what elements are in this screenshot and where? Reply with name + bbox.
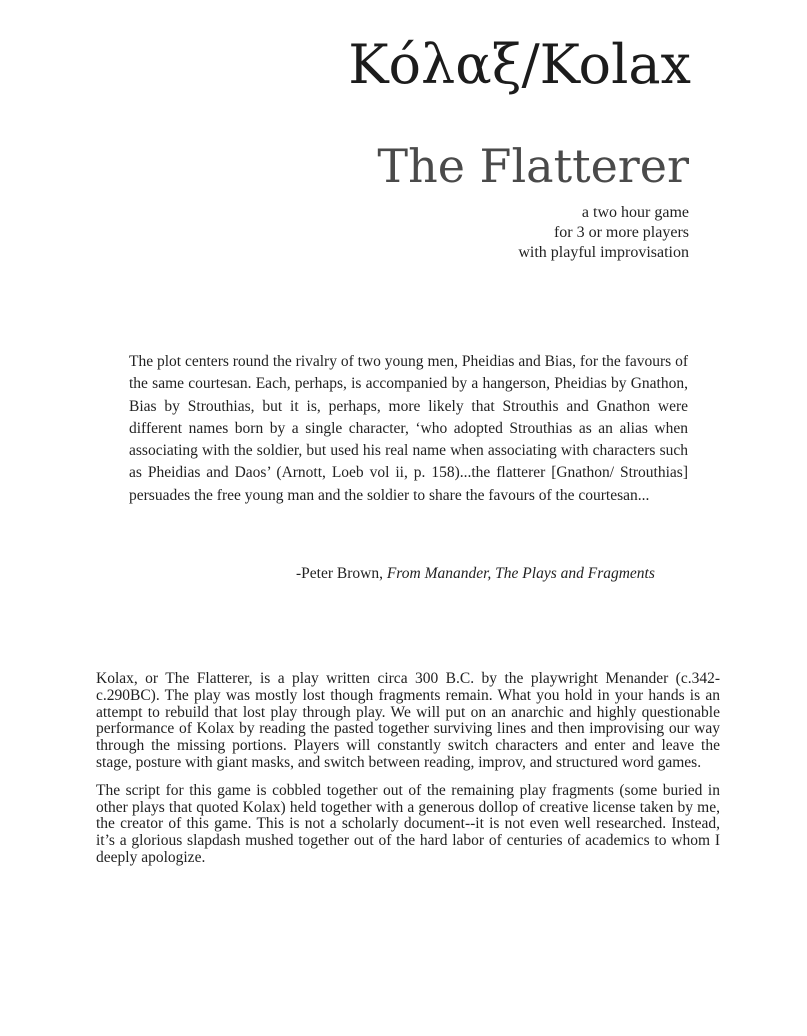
epigraph-quote: The plot centers round the rivalry of two young men, Pheidias and Bias, for the favours of the same courtesan. Each, perhaps, is accompanied by a hangerson, Pheidias by Gnathon, Bias by Strouthias, but it is, perhaps, more likely that Strouthis and Gnathon were different names born by a single character, ‘who adopted Strouthias as an alias when associating with the soldier, but used his real name when associating with characters such as Pheidias and Daos’ (Arnott, Loeb vol ii, p. 158)...the flatterer [Gnathon/ Strouthias] persuades the free young man and the soldier to share the favours of the courtesan... — [129, 353, 688, 504]
tagline-line-players: for 3 or more players — [553, 224, 689, 241]
intro-paragraph: The script for this game is cobbled together out of the remaining play fragments (some buried in other plays that quoted Kolax) held together with a generous dollop of creative license taken by me, the creator of this game. This is not a scholarly document--it is not even well researched. Instead, it’s a glorious slapdash mushed together out of the hard labor of centuries of academics to whom I deeply apologize. — [96, 781, 720, 866]
attribution-author: -Peter Brown, — [296, 565, 387, 582]
epigraph-attribution — [296, 563, 655, 585]
page-title: Κόλαξ/Kolax — [348, 33, 691, 96]
tagline-line-duration: a two hour game — [581, 204, 689, 221]
tagline-line-style: with playful improvisation — [518, 244, 689, 261]
attribution-work-title: From Manander, The Plays and Fragments — [386, 565, 655, 582]
introduction-section — [96, 671, 720, 878]
game-tagline — [518, 203, 689, 263]
page-subtitle: The Flatterer — [377, 139, 689, 193]
intro-paragraph: Kolax, or The Flatterer, is a play written circa 300 B.C. by the playwright Menander (c.342-c.290BC). The play was mostly lost though fragments remain. What you hold in your hands is an attempt to rebuild that lost play through play. We will put on an anarchic and highly questionable performance of Kolax by reading the pasted together surviving lines and then improvising our way through the missing portions. Players will constantly switch characters and enter and leave the stage, posture with giant masks, and switch between reading, improv, and structured word games. — [96, 670, 720, 771]
